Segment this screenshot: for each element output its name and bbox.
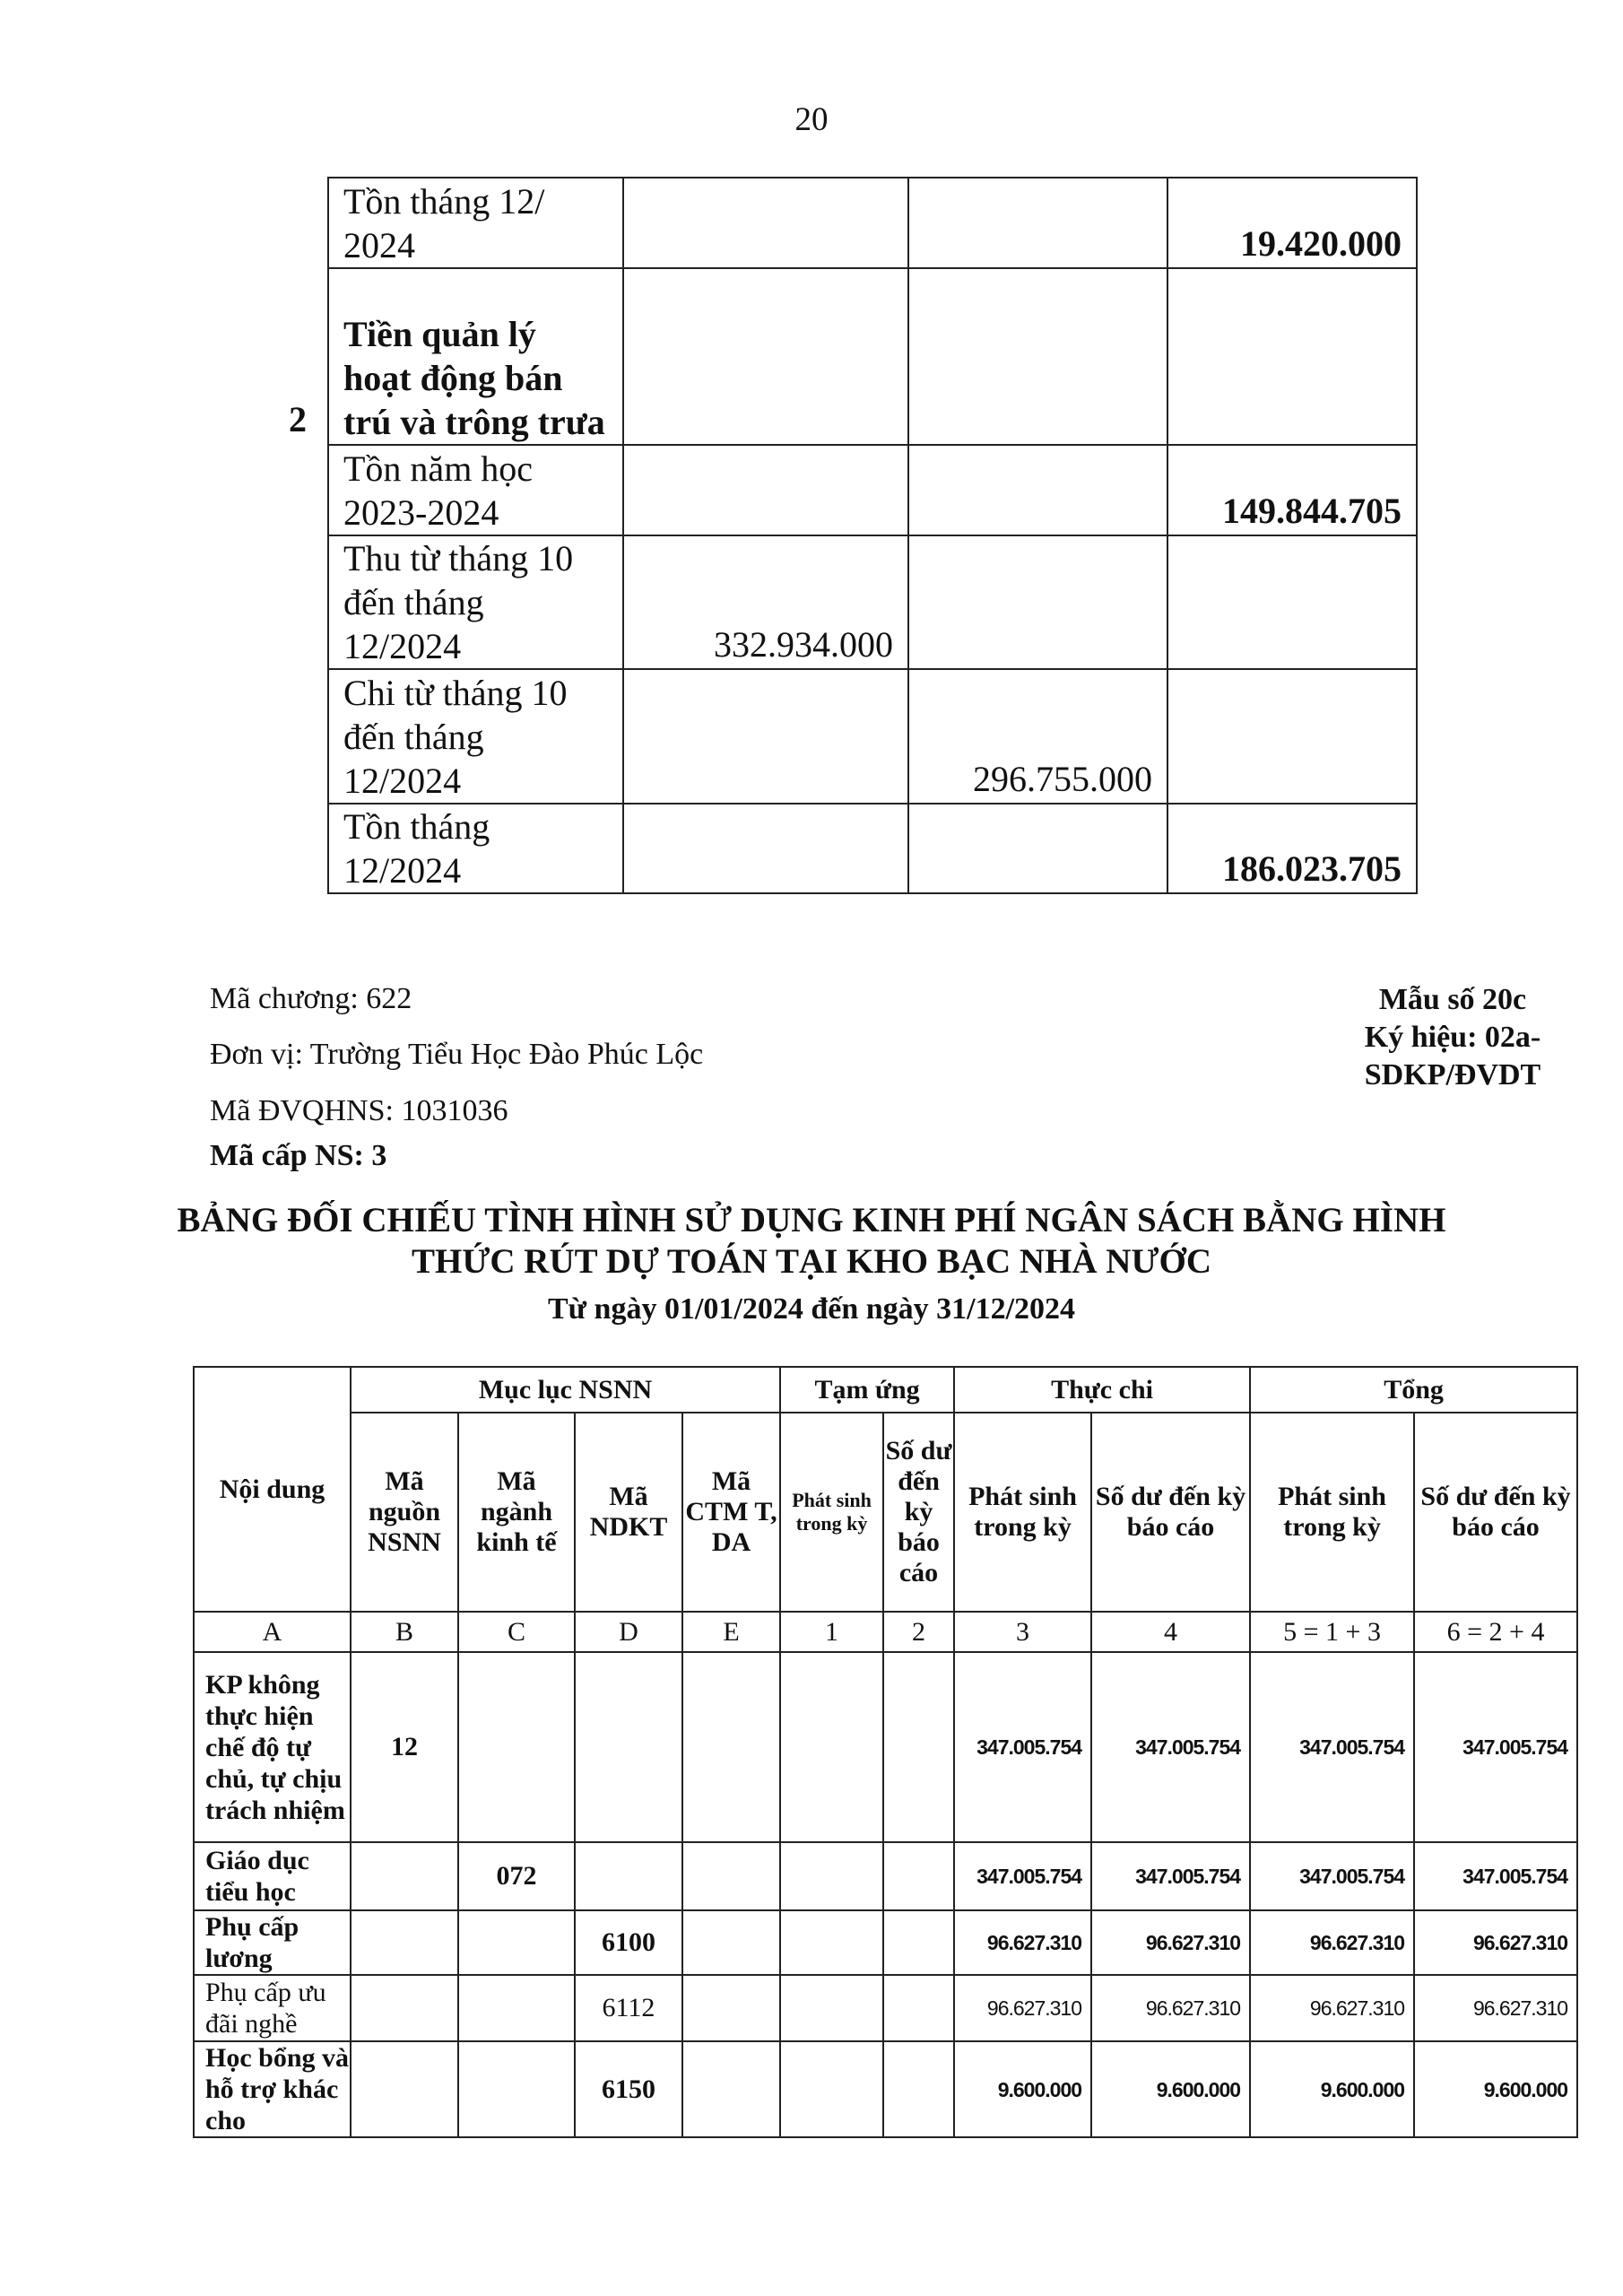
row-ma-ndkt: 6100 [575,1910,682,1975]
row-tong-ps: 96.627.310 [1250,1975,1414,2041]
cell: 186.023.705 [1167,804,1417,893]
col-letter: D [575,1612,682,1652]
row-tam-ung-sd [883,1975,954,2041]
header-tam-ung: Tạm ứng [780,1367,954,1413]
row-ma-ctmt [682,1975,780,2041]
cell [1167,535,1417,669]
row-tong-sd: 96.627.310 [1414,1975,1577,2041]
row-thuc-chi-sd: 347.005.754 [1091,1652,1250,1842]
row-ma-ctmt [682,1652,780,1842]
col-letter: 5 = 1 + 3 [1250,1612,1414,1652]
row-tong-sd: 347.005.754 [1414,1842,1577,1910]
header-row-sub [194,1413,1577,1612]
row-ma-nganh [458,1652,575,1842]
header-thuc-chi: Thực chi [954,1367,1250,1413]
header-tong-so-du: Số dư đến kỳ báo cáo [1414,1413,1577,1612]
table-row [194,1842,1577,1910]
cell [623,268,908,445]
header-tam-ung-so-du: Số dư đến kỳ báo cáo [883,1413,954,1612]
row-tam-ung-ps [780,2041,883,2137]
report-title-line1: BẢNG ĐỐI CHIẾU TÌNH HÌNH SỬ DỤNG KINH PHÍ NGÂN SÁCH BẰNG HÌNH [177,1201,1446,1239]
row-tong-ps: 347.005.754 [1250,1842,1414,1910]
table-row [328,669,1417,804]
cell: 19.420.000 [1167,178,1417,268]
header-tong-phat-sinh: Phát sinh trong kỳ [1250,1413,1414,1612]
row-ma-nganh [458,1975,575,2041]
row-noi-dung: Học bổng và hỗ trợ khác cho [194,2041,351,2137]
ky-hieu-line2: SDKP/ĐVDT [1364,1058,1541,1091]
report-title-line2: THỨC RÚT DỰ TOÁN TẠI KHO BẠC NHÀ NƯỚC [411,1242,1212,1281]
ma-chuong: Mã chương: 622 [210,982,412,1015]
row-thuc-chi-ps: 96.627.310 [954,1975,1091,2041]
col-letter: A [194,1612,351,1652]
cell [908,178,1167,268]
row-noi-dung: KP không thực hiện chế độ tự chủ, tự chịu trách nhiệm [194,1652,351,1842]
header-row-group [194,1367,1577,1413]
cell: 332.934.000 [623,535,908,669]
cell [1167,268,1417,445]
row-ma-nguon [351,1910,458,1975]
table-row [194,1652,1577,1842]
table-row [328,804,1417,893]
table-row [194,1910,1577,1975]
row-ma-ndkt: 6150 [575,2041,682,2137]
row-tam-ung-sd [883,1910,954,1975]
section-index: 2 [289,399,307,439]
header-thuc-chi-so-du: Số dư đến kỳ báo cáo [1091,1413,1250,1612]
row-tong-sd: 96.627.310 [1414,1910,1577,1975]
row-label: Tồn tháng 12/ 2024 [328,178,623,268]
row-noi-dung: Phụ cấp lương [194,1910,351,1975]
header-ma-nguon: Mã nguồn NSNN [351,1413,458,1612]
header-thuc-chi-phat-sinh: Phát sinh trong kỳ [954,1413,1091,1612]
col-letter: E [682,1612,780,1652]
cell [623,178,908,268]
row-ma-ctmt [682,1842,780,1910]
row-ma-ndkt [575,1652,682,1842]
row-thuc-chi-sd: 96.627.310 [1091,1910,1250,1975]
cell [623,804,908,893]
row-ma-nguon: 12 [351,1652,458,1842]
row-noi-dung: Phụ cấp ưu đãi nghề [194,1975,351,2041]
cell [908,804,1167,893]
row-thuc-chi-ps: 96.627.310 [954,1910,1091,1975]
table-row [194,1975,1577,2041]
row-ma-nganh [458,2041,575,2137]
row-ma-ndkt [575,1842,682,1910]
cell [623,445,908,535]
cell [908,268,1167,445]
col-letter: B [351,1612,458,1652]
row-tam-ung-ps [780,1910,883,1975]
reconciliation-table [193,1366,1578,2138]
row-thuc-chi-ps: 347.005.754 [954,1652,1091,1842]
balance-table [327,177,1418,894]
cell [908,445,1167,535]
row-tam-ung-ps [780,1652,883,1842]
row-label: Tồn tháng 12/2024 [328,804,623,893]
header-tong: Tổng [1250,1367,1577,1413]
row-tong-sd: 9.600.000 [1414,2041,1577,2137]
row-thuc-chi-ps: 9.600.000 [954,2041,1091,2137]
table-row [194,2041,1577,2137]
row-label: Thu từ tháng 10 đến tháng 12/2024 [328,535,623,669]
row-label: Chi từ tháng 10 đến tháng 12/2024 [328,669,623,804]
row-tam-ung-ps [780,1842,883,1910]
row-tam-ung-sd [883,1652,954,1842]
col-letter: 1 [780,1612,883,1652]
row-tong-ps: 96.627.310 [1250,1910,1414,1975]
cell [1167,669,1417,804]
cell [908,535,1167,669]
row-tong-ps: 9.600.000 [1250,2041,1414,2137]
header-ma-ctmt: Mã CTM T, DA [682,1413,780,1612]
cell: 296.755.000 [908,669,1167,804]
row-ma-nguon [351,1975,458,2041]
col-letter: 3 [954,1612,1091,1652]
row-tong-sd: 347.005.754 [1414,1652,1577,1842]
row-tam-ung-sd [883,1842,954,1910]
col-letter: C [458,1612,575,1652]
row-ma-nguon [351,1842,458,1910]
col-letter: 2 [883,1612,954,1652]
header-ma-ndkt: Mã NDKT [575,1413,682,1612]
don-vi: Đơn vị: Trường Tiểu Học Đào Phúc Lộc [210,1038,704,1071]
table-row [328,178,1417,268]
ma-dvqhns: Mã ĐVQHNS: 1031036 [210,1094,508,1127]
row-noi-dung: Giáo dục tiểu học [194,1842,351,1910]
ma-cap-ns: Mã cấp NS: 3 [210,1139,387,1172]
cell: 149.844.705 [1167,445,1417,535]
row-thuc-chi-sd: 96.627.310 [1091,1975,1250,2041]
row-ma-nganh [458,1910,575,1975]
table-row [328,445,1417,535]
row-thuc-chi-ps: 347.005.754 [954,1842,1091,1910]
row-tam-ung-ps [780,1975,883,2041]
row-label: Tiền quản lý hoạt động bán trú và trông trưa [328,268,623,445]
mau-so: Mẫu số 20c [1378,983,1527,1016]
col-letter: 4 [1091,1612,1250,1652]
row-ma-nganh: 072 [458,1842,575,1910]
col-letter: 6 = 2 + 4 [1414,1612,1577,1652]
row-tam-ung-sd [883,2041,954,2137]
table-row [328,535,1417,669]
row-thuc-chi-sd: 9.600.000 [1091,2041,1250,2137]
row-ma-nguon [351,2041,458,2137]
page-number: 20 [794,101,829,138]
ky-hieu-line1: Ký hiệu: 02a- [1364,1021,1541,1054]
row-ma-ctmt [682,2041,780,2137]
cell [623,669,908,804]
row-thuc-chi-sd: 347.005.754 [1091,1842,1250,1910]
header-muc-luc: Mục lục NSNN [351,1367,780,1413]
row-tong-ps: 347.005.754 [1250,1652,1414,1842]
row-ma-ndkt: 6112 [575,1975,682,2041]
header-tam-ung-phat-sinh: Phát sinh trong kỳ [780,1413,883,1612]
row-ma-ctmt [682,1910,780,1975]
table-row [328,268,1417,445]
row-label: Tồn năm học 2023-2024 [328,445,623,535]
form-code-block [1345,981,1560,1094]
header-noi-dung: Nội dung [194,1367,351,1612]
column-letter-row [194,1612,1577,1652]
report-period: Từ ngày 01/01/2024 đến ngày 31/12/2024 [547,1292,1076,1326]
header-ma-nganh: Mã ngành kinh tế [458,1413,575,1612]
